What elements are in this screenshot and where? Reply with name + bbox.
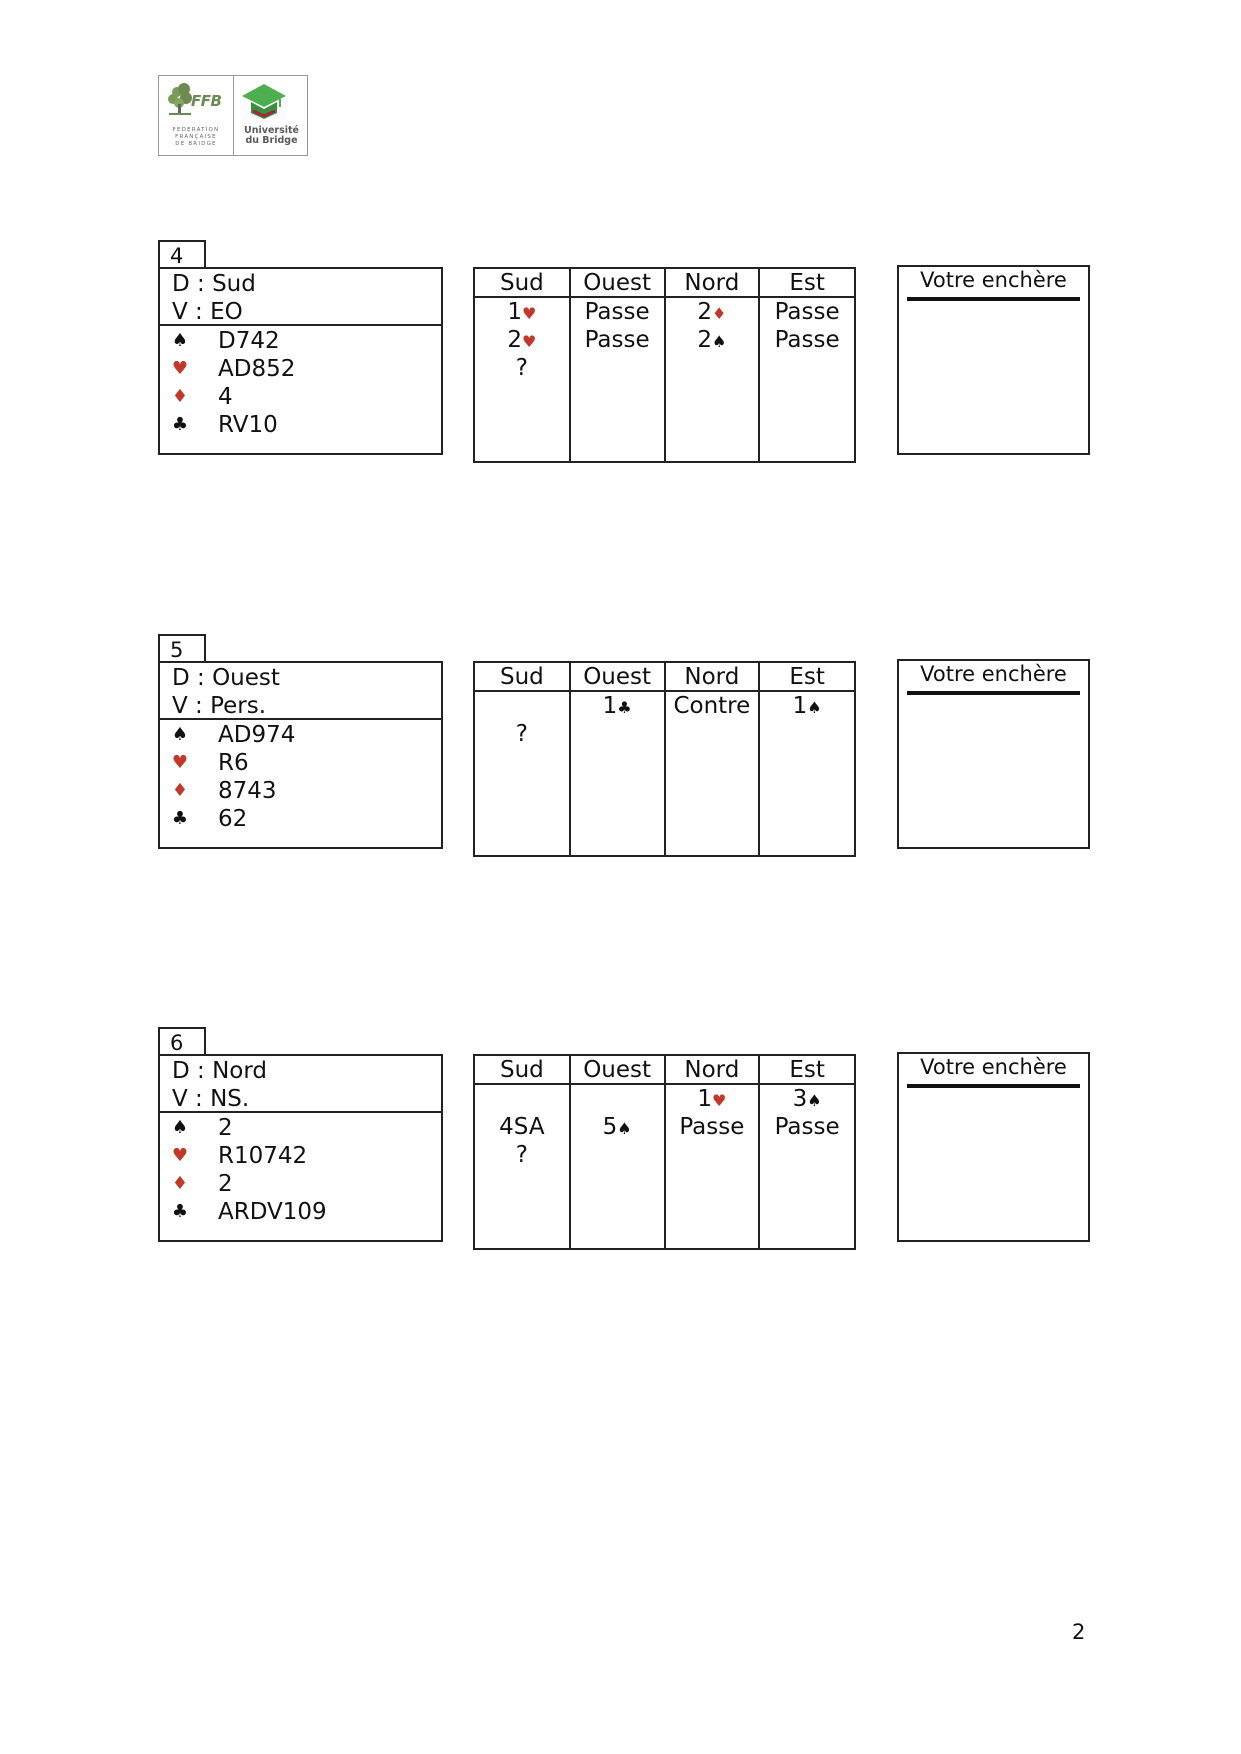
bid-text: Contre [673,693,751,719]
bidding-header-ouest: Ouest [570,663,665,691]
vulnerability-label: V : NS. [172,1086,250,1112]
dealer-label: D : Ouest [172,665,280,691]
answer-title: Votre enchère [907,1054,1080,1088]
bid-suit-icon: ♥ [712,1091,727,1110]
bidding-box [473,267,856,463]
bid-entry [475,326,569,354]
bid-text: Passe [679,1114,745,1140]
hand-spades-row [160,1114,441,1142]
bidding-header-nord: Nord [665,663,760,691]
bid-text: 4SA [499,1114,545,1140]
bidding-header-sud: Sud [475,1056,570,1084]
bid-entry [571,1113,664,1141]
diamond-icon: ♦ [171,386,189,407]
hand-hearts-cards: R6 [218,750,249,776]
bidding-header-nord: Nord [665,1056,760,1084]
hand-diamonds-cards: 8743 [218,778,277,804]
bid-text: Passe [584,299,650,325]
spade-icon: ♠ [171,330,189,351]
hand-clubs-cards: 62 [218,806,248,832]
bid-entry [760,1085,854,1113]
universite-du-bridge-logo [233,76,308,155]
hand-diamonds-row [160,383,441,411]
club-icon: ♣ [171,1201,189,1222]
bid-text: 1 [602,693,618,719]
udb-caption-1: Université [244,125,299,136]
bidding-box [473,1054,856,1250]
bid-entry [666,1113,759,1141]
deal-number: 4 [158,240,206,268]
bid-suit-icon: ♠ [807,698,822,717]
hand-clubs-row [160,411,441,439]
bidding-table [475,1056,854,1248]
bid-text: 5 [602,1114,618,1140]
bid-text: Passe [584,327,650,353]
hand-box [158,267,443,455]
bidding-column [475,691,570,855]
ffb-caption-3: DE BRIDGE [175,141,217,147]
udb-caption-2: du Bridge [245,135,298,146]
hand-box [158,1054,443,1242]
hand-spades-cards: 2 [218,1115,233,1141]
bid-text: 2 [697,327,713,353]
bid-entry [760,692,854,720]
bid-entry [571,1085,664,1113]
bid-text: ? [515,355,528,381]
bid-text: Passe [774,327,840,353]
club-icon: ♣ [171,414,189,435]
bid-entry [571,298,664,326]
bidding-column [759,1084,854,1248]
bid-entry [571,326,664,354]
hand-diamonds-row [160,1170,441,1198]
bid-entry [666,326,759,354]
ffb-caption-1: FEDERATION [172,127,220,133]
bid-text: 1 [792,693,808,719]
deal-block [0,634,1241,854]
hand-spades-cards: AD974 [218,722,296,748]
hand-hearts-cards: R10742 [218,1143,308,1169]
bidding-header-est: Est [759,269,854,297]
diamond-icon: ♦ [171,1173,189,1194]
hand-box [158,661,443,849]
vulnerability-label: V : EO [172,299,243,325]
bid-entry [475,1085,569,1113]
hand-clubs-row [160,1198,441,1226]
dealer-label: D : Nord [172,1058,268,1084]
bidding-header-ouest: Ouest [570,1056,665,1084]
diamond-icon: ♦ [171,780,189,801]
bidding-column [665,1084,760,1248]
bidding-box [473,661,856,857]
bid-entry [571,692,664,720]
bid-suit-icon: ♦ [712,304,727,323]
vulnerability-label: V : Pers. [172,693,267,719]
bid-suit-icon: ♠ [617,1119,632,1138]
bid-text: ? [515,1142,528,1168]
hand-spades-row [160,721,441,749]
hand-cards [160,1113,441,1226]
bid-entry [666,692,759,720]
ffb-wordmark: FFB [191,92,222,110]
answer-box[interactable] [897,265,1090,455]
bidding-header-sud: Sud [475,663,570,691]
spade-icon: ♠ [171,724,189,745]
bid-suit-icon: ♥ [522,332,537,351]
bid-suit-icon: ♠ [807,1091,822,1110]
bid-text: 3 [792,1086,808,1112]
bid-entry [475,1141,569,1169]
bid-entry [666,298,759,326]
bid-entry [760,298,854,326]
bidding-column [475,297,570,461]
bid-text: ? [515,721,528,747]
hand-spades-row [160,327,441,355]
dealer-label: D : Sud [172,271,256,297]
club-icon: ♣ [171,808,189,829]
bid-suit-icon: ♥ [522,304,537,323]
bidding-column [665,691,760,855]
bid-entry [760,326,854,354]
bidding-header-nord: Nord [665,269,760,297]
bid-text: 2 [507,327,523,353]
answer-title: Votre enchère [907,661,1080,695]
heart-icon: ♥ [171,752,189,773]
bid-text: 1 [697,1086,713,1112]
bidding-header-ouest: Ouest [570,269,665,297]
hand-diamonds-row [160,777,441,805]
bid-text: Passe [774,1114,840,1140]
deal-block [0,240,1241,460]
bid-entry [760,1113,854,1141]
bidding-header-est: Est [759,663,854,691]
bid-suit-icon: ♠ [712,332,727,351]
hand-clubs-row [160,805,441,833]
hand-diamonds-cards: 2 [218,1171,233,1197]
bidding-header-sud: Sud [475,269,570,297]
bid-entry [666,1085,759,1113]
heart-icon: ♥ [171,358,189,379]
heart-icon: ♥ [171,1145,189,1166]
ffb-caption-2: FRANÇAISE [175,134,217,140]
bid-text: Passe [774,299,840,325]
bid-entry [475,692,569,720]
hand-clubs-cards: RV10 [218,412,278,438]
bidding-column [475,1084,570,1248]
hand-cards [160,326,441,439]
bidding-column [570,1084,665,1248]
page-number: 2 [1072,1620,1086,1644]
bid-text: 1 [507,299,523,325]
hand-clubs-cards: ARDV109 [218,1199,327,1225]
hand-header [160,1056,441,1113]
bid-entry [475,720,569,748]
bid-suit-icon: ♣ [617,698,632,717]
bid-entry [475,298,569,326]
hand-hearts-row [160,355,441,383]
hand-diamonds-cards: 4 [218,384,233,410]
bidding-column [570,297,665,461]
bidding-table [475,663,854,855]
deal-block [0,1027,1241,1247]
deal-number: 6 [158,1027,206,1055]
ffb-logo [159,76,233,155]
bidding-table [475,269,854,461]
bidding-column [759,691,854,855]
hand-hearts-cards: AD852 [218,356,296,382]
bid-entry [475,1113,569,1141]
hand-hearts-row [160,1142,441,1170]
hand-header [160,663,441,720]
hand-header [160,269,441,326]
deal-number: 5 [158,634,206,662]
bidding-column [759,297,854,461]
bid-entry [475,354,569,382]
bidding-header-est: Est [759,1056,854,1084]
bidding-column [665,297,760,461]
hand-spades-cards: D742 [218,328,280,354]
hand-hearts-row [160,749,441,777]
spade-icon: ♠ [171,1117,189,1138]
answer-title: Votre enchère [907,267,1080,301]
bidding-column [570,691,665,855]
answer-box[interactable] [897,1052,1090,1242]
bid-text: 2 [697,299,713,325]
ffb-universite-logo [158,75,308,156]
answer-box[interactable] [897,659,1090,849]
hand-cards [160,720,441,833]
